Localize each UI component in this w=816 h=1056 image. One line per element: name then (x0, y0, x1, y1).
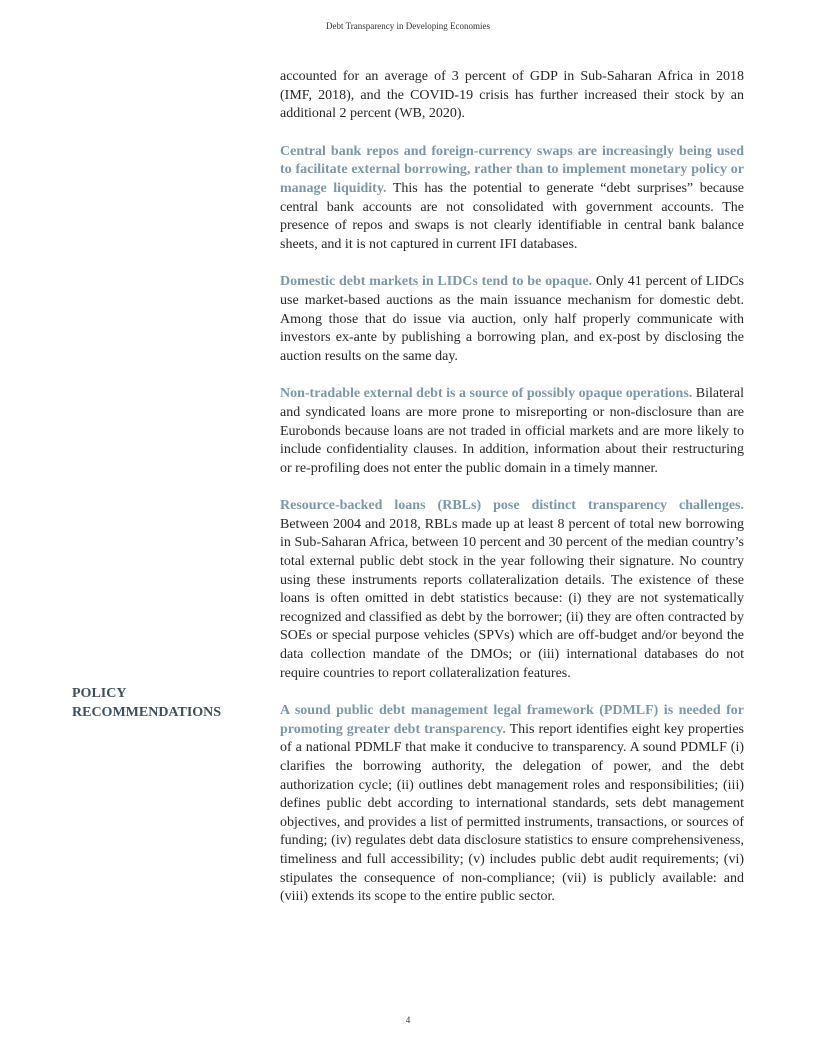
paragraph-body: Only 41 percent of LIDCs use market-based auctions as the main issuance mechanism for domestic debt. Among those that do issue via auction, only half properly communicate with investors ex-ante by publishing a borrowing plan, and ex-post by disclosing the auction results on the same day. (280, 274, 744, 364)
paragraph-body: This has the potential to generate “debt surprises” because central bank accounts are not consolidated with government accounts. The presence of repos and swaps is not clearly identifiable in central bank balance sheets, and it is not captured in current IFI databases. (280, 180, 745, 252)
running-header: Debt Transparency in Developing Economies (326, 21, 490, 31)
paragraph-non-tradable-debt (280, 385, 744, 478)
paragraph-pdmlf (280, 702, 744, 907)
paragraph-domestic-debt-markets (280, 273, 744, 366)
section-heading-line-2: RECOMMENDATIONS (72, 705, 222, 720)
paragraph-central-bank-repos (280, 143, 744, 255)
section-heading-line-1: POLICY (72, 686, 127, 701)
paragraph-body: Between 2004 and 2018, RBLs made up at least 8 percent of total new borrowing in Sub-Saharan Africa, between 10 percent and 30 percent of the median country’s total external public debt stock in the year following their signature. No country using these instruments reports collateralization details. The existence of these loans is often omitted in debt statistics because: (i) they are not systematically recognized and classified as debt by the borrower; (ii) they are often contracted by SOEs or special purpose vehicles (SPVs) which are off-budget and/or beyond the data collection mandate of the DMOs; or (iii) international databases do not require countries to report collateralization features. (280, 516, 744, 681)
section-heading-policy-recommendations (72, 684, 252, 722)
page-number: 4 (405, 1015, 411, 1025)
paragraph-lead: Central bank repos and foreign-currency swaps are increasingly being used to facilitate external borrowing, rather than to implement monetary policy or manage liquidity. (280, 143, 744, 196)
paragraph-body: This report identifies eight key properties of a national PDMLF that make it conducive to transparency. A sound PDMLF (i) clarifies the borrowing authority, the delegation of power, and the debt authorization cycle; (ii) outlines debt management roles and responsibilities; (iii) defines public debt according to international standards, sets debt management objectives, and provides a list of permitted instruments, transactions, or sources of funding; (iv) regulates debt data disclosure statistics to ensure comprehensiveness, timeliness and full accessibility; (v) includes public debt audit requirements; (vi) stipulates the consequence of non-compliance; (vii) is publicly available: and (viii) extends its scope to the entire public sector. (280, 721, 744, 905)
body-text-column (280, 68, 744, 926)
paragraph-lead: Resource-backed loans (RBLs) pose distinct transparency challenges. (280, 498, 744, 514)
paragraph-continuation (280, 68, 744, 124)
paragraph-resource-backed-loans (280, 497, 744, 683)
paragraph-lead: A sound public debt management legal framework (PDMLF) is needed for promoting greater debt transparency. (280, 703, 744, 737)
paragraph-lead: Non-tradable external debt is a source of possibly opaque operations. (280, 386, 693, 402)
paragraph-body: Bilateral and syndicated loans are more prone to misreporting or non-disclosure than are Eurobonds because loans are not traded in official markets and are more likely to include confidentiality clauses. In addition, information about their restructuring or re-profiling does not enter the public domain in a timely manner. (280, 386, 744, 476)
paragraph-body: accounted for an average of 3 percent of GDP in Sub-Saharan Africa in 2018 (IMF, 2018), and the COVID-19 crisis has further increased their stock by an additional 2 percent (WB, 2020). (280, 69, 744, 122)
paragraph-lead: Domestic debt markets in LIDCs tend to be opaque. (280, 274, 593, 290)
